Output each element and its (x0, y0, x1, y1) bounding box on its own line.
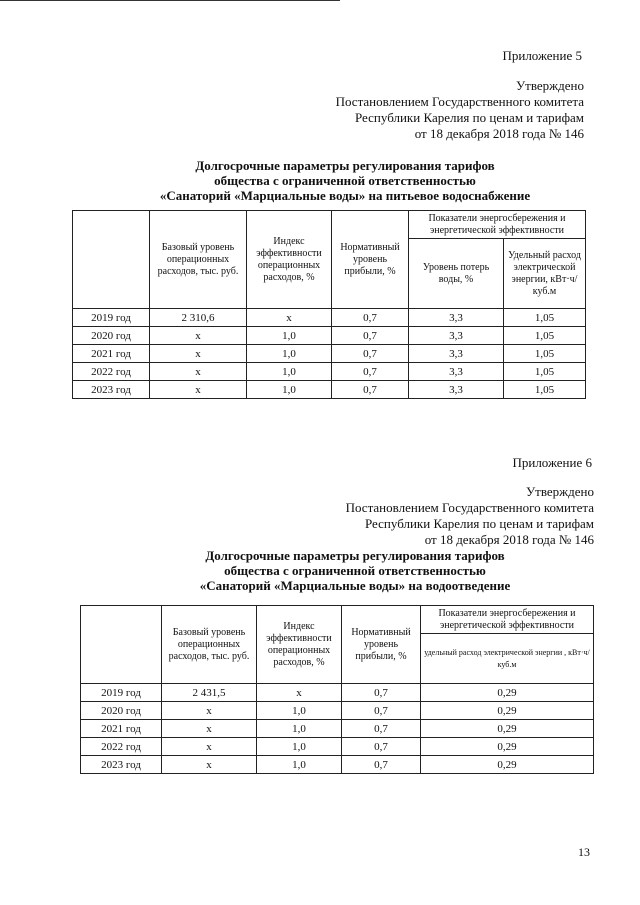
consumption-header: удельный расход электрической энергии , кВт·ч/куб.м (421, 634, 594, 684)
table-row (81, 684, 594, 702)
cell-year: 2022 год (73, 363, 150, 381)
cell-profit: 0,7 (342, 702, 421, 720)
title-line: общества с ограниченной ответственностью (214, 173, 476, 188)
cell-loss: 3,3 (409, 363, 504, 381)
cell-index: 1,0 (257, 702, 342, 720)
cell-cons: 1,05 (504, 309, 586, 327)
cell-profit: 0,7 (332, 363, 409, 381)
cell-year: 2021 год (81, 720, 162, 738)
table-row (81, 702, 594, 720)
cell-profit: 0,7 (332, 381, 409, 399)
cell-index: х (247, 309, 332, 327)
cell-index: 1,0 (257, 738, 342, 756)
approval-line: Постановлением Государственного комитета (345, 500, 594, 515)
cell-cons: 1,05 (504, 327, 586, 345)
table-row (81, 756, 594, 774)
cell-base: х (162, 720, 257, 738)
loss-header: Уровень потерь воды, % (409, 239, 504, 309)
cell-profit: 0,7 (342, 720, 421, 738)
table-row (81, 738, 594, 756)
cell-cons: 0,29 (421, 738, 594, 756)
table-row (73, 381, 586, 399)
approval-line: от 18 декабря 2018 года № 146 (424, 532, 594, 547)
title-line: «Санаторий «Марциальные воды» на водоотведение (199, 578, 511, 593)
cell-index: х (257, 684, 342, 702)
table-row (73, 345, 586, 363)
cell-profit: 0,7 (342, 738, 421, 756)
approval-line: от 18 декабря 2018 года № 146 (414, 126, 584, 141)
cell-index: 1,0 (257, 720, 342, 738)
cell-cons: 1,05 (504, 345, 586, 363)
energy-group-header: Показатели энергосбережения и энергетической эффективности (421, 606, 594, 634)
base-header: Базовый уровень операционных расходов, тыс. руб. (150, 211, 247, 309)
top-rule (0, 0, 340, 1)
cell-year: 2021 год (73, 345, 150, 363)
cell-year: 2023 год (81, 756, 162, 774)
cell-year: 2023 год (73, 381, 150, 399)
cell-index: 1,0 (247, 327, 332, 345)
cell-cons: 0,29 (421, 702, 594, 720)
cell-year: 2020 год (73, 327, 150, 345)
index-header: Индекс эффективности операционных расходов, % (247, 211, 332, 309)
cell-profit: 0,7 (332, 345, 409, 363)
approval-line: Республики Карелия по ценам и тарифам (354, 110, 584, 125)
cell-loss: 3,3 (409, 345, 504, 363)
base-header: Базовый уровень операционных расходов, тыс. руб. (162, 606, 257, 684)
title-line: «Санаторий «Марциальные воды» на питьевое водоснабжение (159, 188, 531, 203)
appendix-6-header (512, 455, 592, 471)
cell-base: х (150, 327, 247, 345)
cell-cons: 1,05 (504, 381, 586, 399)
page-number: 13 (578, 845, 590, 859)
cell-year: 2022 год (81, 738, 162, 756)
cell-base: х (150, 345, 247, 363)
cell-index: 1,0 (247, 345, 332, 363)
cell-loss: 3,3 (409, 309, 504, 327)
approved-text: Утверждено (515, 78, 584, 93)
table-row (73, 327, 586, 345)
cell-profit: 0,7 (342, 756, 421, 774)
index-header: Индекс эффективности операционных расходов, % (257, 606, 342, 684)
cell-base: х (150, 363, 247, 381)
cell-year: 2019 год (73, 309, 150, 327)
cell-base: 2 310,6 (150, 309, 247, 327)
appendix-6-title (140, 548, 570, 593)
year-header (81, 606, 162, 684)
cell-base: х (162, 702, 257, 720)
appendix-6-approval (346, 484, 594, 548)
cell-index: 1,0 (247, 363, 332, 381)
appendix-6-label: Приложение 6 (512, 455, 592, 470)
cell-index: 1,0 (247, 381, 332, 399)
table-water-supply (72, 210, 586, 399)
cell-cons: 0,29 (421, 684, 594, 702)
cell-base: х (162, 756, 257, 774)
cell-loss: 3,3 (409, 327, 504, 345)
profit-header: Нормативный уровень прибыли, % (332, 211, 409, 309)
appendix-5-header (502, 48, 582, 64)
cell-profit: 0,7 (332, 327, 409, 345)
cell-base: х (150, 381, 247, 399)
title-line: общества с ограниченной ответственностью (224, 563, 486, 578)
cell-profit: 0,7 (332, 309, 409, 327)
cell-base: 2 431,5 (162, 684, 257, 702)
energy-group-header: Показатели энергосбережения и энергетической эффективности (409, 211, 586, 239)
cell-cons: 0,29 (421, 756, 594, 774)
appendix-5-approval (336, 78, 584, 142)
consumption-header: Удельный расход электрической энергии, кВт·ч/куб.м (504, 239, 586, 309)
approved-text: Утверждено (525, 484, 594, 499)
cell-profit: 0,7 (342, 684, 421, 702)
title-line: Долгосрочные параметры регулирования тарифов (205, 548, 505, 563)
table-row (81, 720, 594, 738)
profit-header: Нормативный уровень прибыли, % (342, 606, 421, 684)
approval-line: Постановлением Государственного комитета (335, 94, 584, 109)
cell-cons: 1,05 (504, 363, 586, 381)
cell-index: 1,0 (257, 756, 342, 774)
title-line: Долгосрочные параметры регулирования тарифов (195, 158, 495, 173)
table-water-disposal (80, 605, 594, 774)
cell-cons: 0,29 (421, 720, 594, 738)
table-row (73, 363, 586, 381)
cell-year: 2020 год (81, 702, 162, 720)
approval-line: Республики Карелия по ценам и тарифам (364, 516, 594, 531)
appendix-5-title (130, 158, 560, 203)
appendix-5-label: Приложение 5 (502, 48, 582, 63)
cell-base: х (162, 738, 257, 756)
table-row (73, 309, 586, 327)
year-header (73, 211, 150, 309)
cell-loss: 3,3 (409, 381, 504, 399)
cell-year: 2019 год (81, 684, 162, 702)
